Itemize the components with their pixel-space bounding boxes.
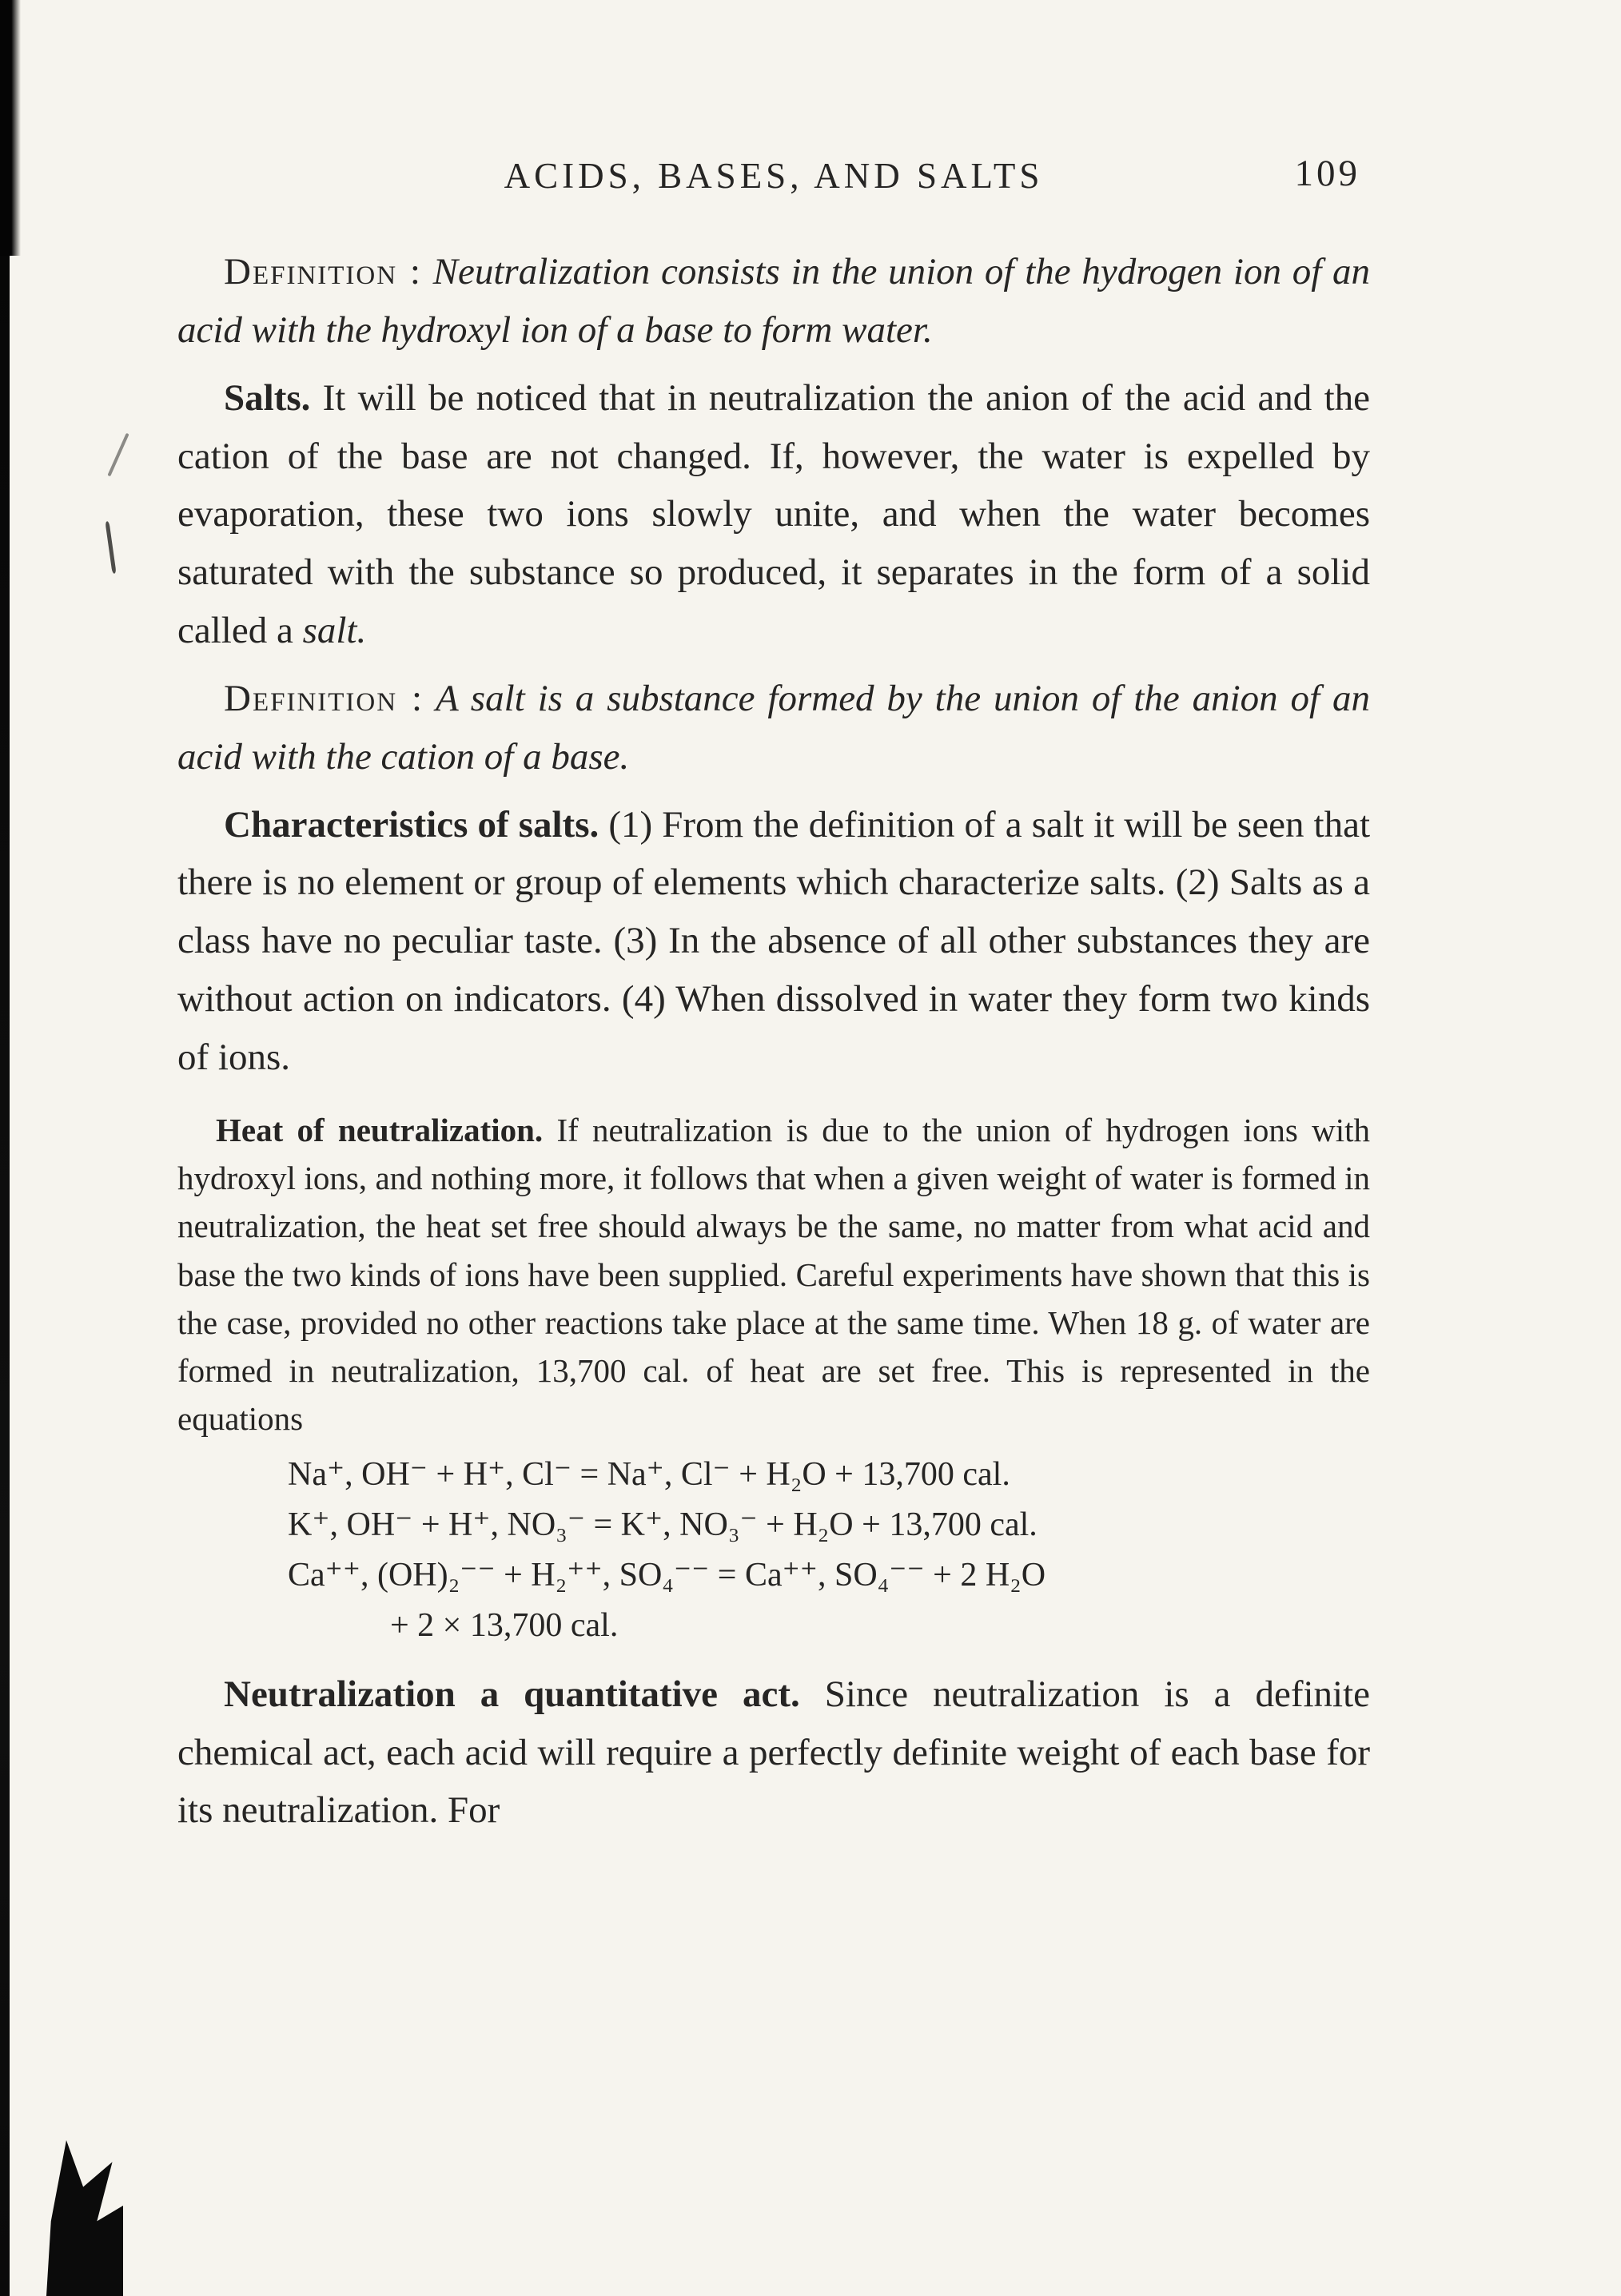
definition-2-label: Definition : xyxy=(224,677,424,719)
heat-body: If neutralization is due to the union of hydrogen ions with hydroxyl ions, and nothing more, it follows that when a given weight of water is formed in neutralization, the heat set free should always be the same, no matter from what acid and base the two kinds of ions have been supplied. Careful experiments have shown that this is the case, provided no other reactions take place at the same time. When 18 g. of water are formed in neutralization, 13,700 cal. of heat are set free. This is represented in the equations xyxy=(177,1111,1370,1438)
neutralization-paragraph xyxy=(177,1665,1370,1840)
margin-pen-mark xyxy=(105,521,116,574)
neutralization-body: Since neutralization is a definite chemical act, each acid will require a perfectly definite weight of each base for its neutralization. For xyxy=(177,1673,1371,1832)
equation-line-4: + 2 × 13,700 cal. xyxy=(390,1606,619,1644)
page-number: 109 xyxy=(1294,153,1360,194)
definition-1-text: Neutralization consists in the union of the hydrogen ion of an acid with the hydroxyl ion of a base to form water. xyxy=(177,251,1371,351)
definition-2-text: A salt is a substance formed by the union of the anion of an acid with the cation of a base. xyxy=(177,677,1370,778)
equation-line-2: K⁺, OH⁻ + H⁺, NO₃⁻ = K⁺, NO₃⁻ + H₂O + 13,700 cal. xyxy=(288,1506,1038,1543)
text-block xyxy=(177,149,1370,1849)
definition-paragraph-2 xyxy=(177,670,1370,786)
bottom-corner-ink-blot xyxy=(46,2140,123,2296)
binding-shadow xyxy=(0,0,10,2296)
margin-pen-mark xyxy=(107,433,129,477)
binding-shadow-top xyxy=(0,0,21,256)
neutralization-lead: Neutralization a quantitative act. xyxy=(224,1673,800,1715)
characteristics-lead: Characteristics of salts. xyxy=(224,803,599,846)
definition-paragraph-1 xyxy=(177,243,1370,360)
salts-italic-tail: salt. xyxy=(302,610,367,652)
heat-paragraph xyxy=(177,1106,1370,1443)
chapter-title: ACIDS, BASES, AND SALTS xyxy=(504,156,1044,196)
characteristics-body: (1) From the definition of a salt it will be seen that there is no element or group of elements which characterize salts. (2) Salts as a class have no peculiar taste. (3) In the absence of all other substances they are without action on indicators. (4) When dissolved in water they form two kinds of ions. xyxy=(177,803,1371,1078)
salts-paragraph xyxy=(177,369,1370,660)
equation-block xyxy=(288,1450,1370,1651)
running-head xyxy=(177,149,1370,206)
characteristics-paragraph xyxy=(177,796,1370,1087)
salts-lead: Salts. xyxy=(224,376,311,419)
definition-1-label: Definition : xyxy=(224,251,422,292)
equation-line-1: Na⁺, OH⁻ + H⁺, Cl⁻ = Na⁺, Cl⁻ + H₂O + 13,700 cal. xyxy=(288,1455,1010,1493)
equation-line-3: Ca⁺⁺, (OH)₂⁻⁻ + H₂⁺⁺, SO₄⁻⁻ = Ca⁺⁺, SO₄⁻⁻ + 2 H₂O xyxy=(288,1556,1046,1594)
salts-body: It will be noticed that in neutralization the anion of the acid and the cation of the base are not changed. If, however, the water is expelled by evaporation, these two ions slowly unite, and when the water becomes saturated with the substance so produced, it separates in the form of a solid called a xyxy=(177,376,1370,652)
heat-lead: Heat of neutralization. xyxy=(216,1111,544,1148)
